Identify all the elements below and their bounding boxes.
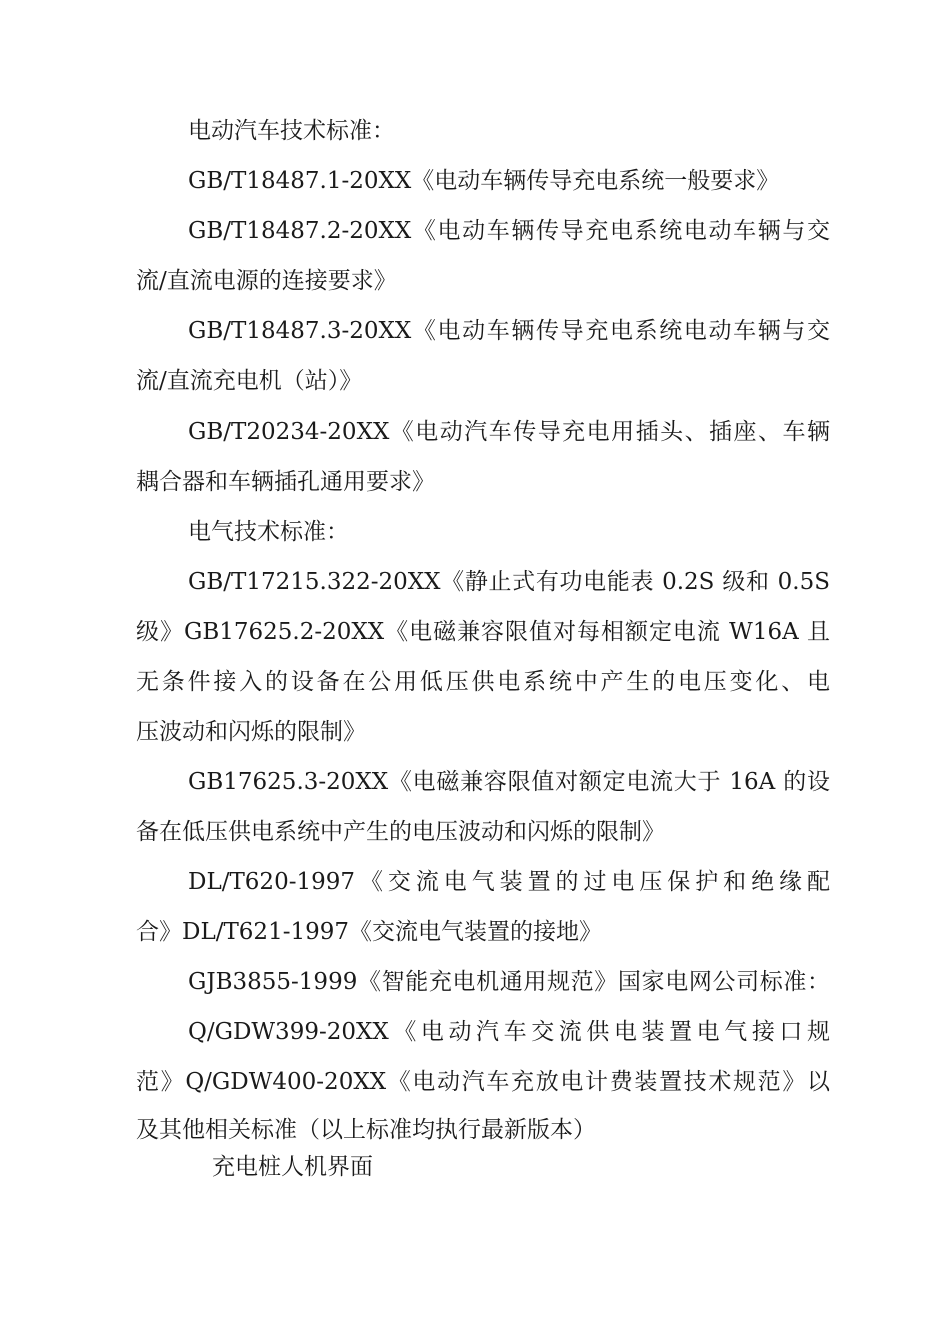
standard-line: 流/直流电源的连接要求》 [136,268,397,294]
standard-line: 合》DL/T621-1997《交流电气装置的接地》 [136,919,603,945]
heading-ev-standards: 电动汽车技术标准： [188,118,395,144]
standard-line: GB/T18487.3-20XX《电动车辆传导充电系统电动车辆与交 [188,318,830,344]
standard-line: GB17625.3-20XX《电磁兼容限值对额定电流大于 16A 的设 [188,769,830,795]
standard-line: 备在低压供电系统中产生的电压波动和闪烁的限制》 [136,819,665,845]
standard-line: GJB3855-1999《智能充电机通用规范》国家电网公司标准： [188,969,830,995]
standard-line: 级》GB17625.2-20XX《电磁兼容限值对每相额定电流 W16A 且 [136,619,830,645]
standard-line: 流/直流充电机（站）》 [136,368,363,394]
heading-electrical-standards: 电气技术标准： [188,519,349,545]
section-heading-charging-pile-hmi: 充电桩人机界面 [212,1154,373,1180]
standard-line: Q/GDW399-20XX《电动汽车交流供电装置电气接口规 [188,1019,830,1045]
standard-line: 耦合器和车辆插孔通用要求》 [136,469,435,495]
standard-line: GB/T20234-20XX《电动汽车传导充电用插头、插座、车辆 [188,419,830,445]
standard-line: 压波动和闪烁的限制》 [136,719,366,745]
standard-line: 范》Q/GDW400-20XX《电动汽车充放电计费装置技术规范》以 [136,1069,830,1095]
standard-line: GB/T17215.322-20XX《静止式有功电能表 0.2S 级和 0.5S [188,569,830,595]
standard-line: DL/T620-1997《交流电气装置的过电压保护和绝缘配 [188,869,830,895]
standard-line: 无条件接入的设备在公用低压供电系统中产生的电压变化、电 [136,669,830,695]
standard-line: GB/T18487.1-20XX《电动车辆传导充电系统一般要求》 [188,168,780,194]
standard-line: 及其他相关标准（以上标准均执行最新版本） [136,1117,596,1143]
standard-line: GB/T18487.2-20XX《电动车辆传导充电系统电动车辆与交 [188,218,830,244]
